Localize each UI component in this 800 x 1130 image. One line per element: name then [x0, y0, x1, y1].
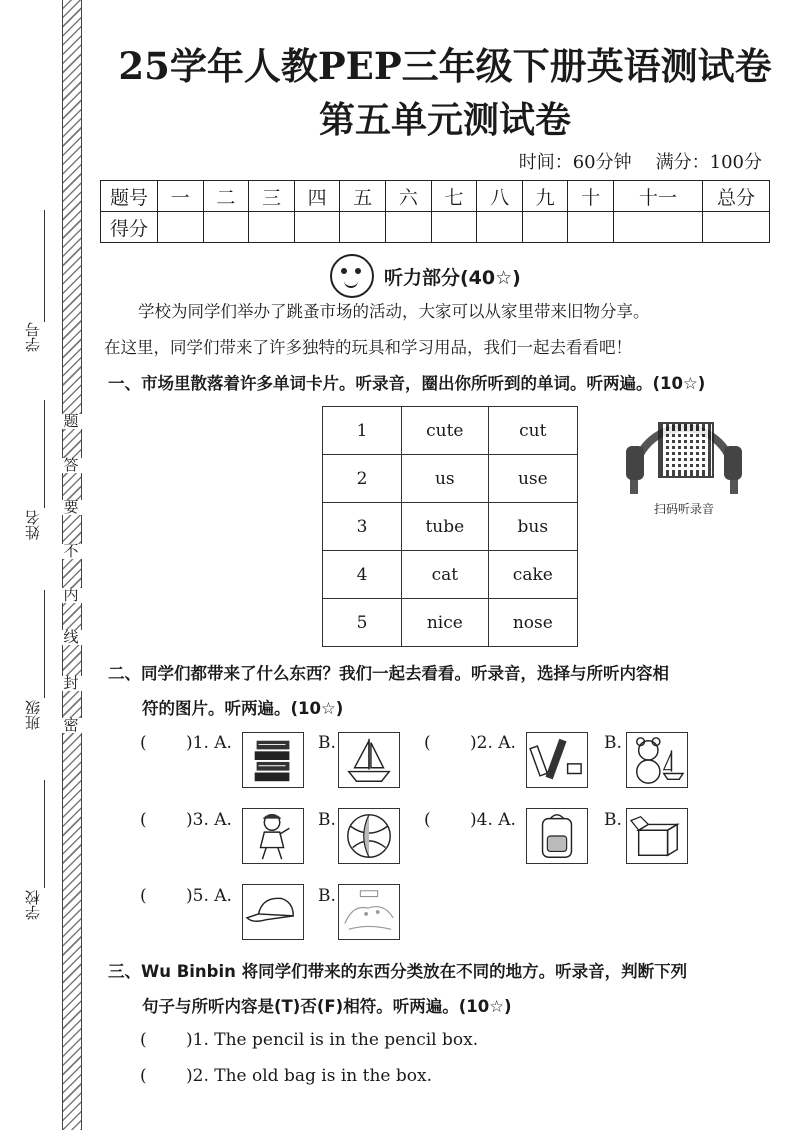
qr-caption: 扫码听录音 [653, 502, 714, 516]
teddy-bear-icon[interactable] [626, 732, 688, 788]
score-input-cell[interactable] [522, 212, 568, 243]
box-icon[interactable] [626, 808, 688, 864]
score-cell: 八 [477, 181, 523, 212]
score-input-cell[interactable] [340, 212, 386, 243]
cap-icon[interactable] [242, 884, 304, 940]
option-b-label: B. [604, 810, 622, 830]
stationery-icon[interactable] [526, 732, 588, 788]
score-input-cell[interactable] [386, 212, 432, 243]
exam-subtitle: 第五单元测试卷 [318, 99, 571, 141]
exam-meta [495, 148, 762, 174]
full-score: 满分：100分 [655, 152, 762, 173]
q2-item-1-label: )1. A. [186, 733, 232, 753]
answer-paren[interactable]: ( [424, 733, 431, 753]
qr-code-icon[interactable] [658, 422, 714, 478]
seal-char: 不 [58, 544, 84, 559]
score-header-row [101, 181, 770, 212]
word-option[interactable]: cat [402, 551, 489, 599]
student-id-field [44, 210, 45, 322]
q2-item-2-label: )2. A. [470, 733, 516, 753]
seal-char: 内 [58, 588, 84, 603]
word-row [323, 407, 578, 455]
seal-char: 要 [58, 500, 84, 515]
q3-title-line2: 句子与所听内容是(T)否(F)相符。听两遍。(10☆) [142, 997, 512, 1016]
seal-char: 线 [58, 630, 84, 645]
score-input-cell[interactable] [294, 212, 340, 243]
score-cell: 三 [249, 181, 295, 212]
word-option[interactable]: bus [488, 503, 577, 551]
listening-heading [330, 256, 521, 296]
word-option[interactable]: us [402, 455, 489, 503]
ear-cup-right [724, 446, 742, 480]
books-icon[interactable] [242, 732, 304, 788]
score-input-cell[interactable] [203, 212, 249, 243]
score-cell: 五 [340, 181, 386, 212]
score-cell: 六 [386, 181, 432, 212]
school-field [44, 780, 45, 888]
score-input-cell[interactable] [431, 212, 477, 243]
score-cell: 二 [203, 181, 249, 212]
class-label: 班级 [24, 700, 42, 730]
name-label: 姓名 [24, 510, 42, 540]
word-row [323, 599, 578, 647]
score-input-cell[interactable] [614, 212, 703, 243]
answer-paren[interactable]: ( [140, 1066, 147, 1086]
q2-title-line1: 二、同学们都带来了什么东西？我们一起去看看。听录音，选择与所听内容相 [108, 664, 669, 683]
answer-paren[interactable]: ( [140, 886, 147, 906]
score-row-label: 得分 [101, 212, 158, 243]
score-input-cell[interactable] [249, 212, 295, 243]
student-id-label: 学号 [24, 322, 42, 352]
word-num: 1 [323, 407, 402, 455]
name-field [44, 400, 45, 508]
word-num: 5 [323, 599, 402, 647]
score-cell: 九 [522, 181, 568, 212]
q2-title-line2: 符的图片。听两遍。(10☆) [142, 699, 344, 718]
word-option[interactable]: cute [402, 407, 489, 455]
word-row [323, 455, 578, 503]
score-cell: 七 [431, 181, 477, 212]
word-option[interactable]: nose [488, 599, 577, 647]
word-num: 4 [323, 551, 402, 599]
option-b-label: B. [318, 886, 336, 906]
girl-icon[interactable] [242, 808, 304, 864]
q3-sentence-1: )1. The pencil is in the pencil box. [186, 1030, 479, 1050]
boat-icon[interactable] [338, 732, 400, 788]
intro-line-1: 学校为同学们举办了跳蚤市场的活动，大家可以从家里带来旧物分享。 [138, 302, 650, 321]
schoolbag-icon[interactable] [526, 808, 588, 864]
word-option[interactable]: use [488, 455, 577, 503]
ear-cup-left [626, 446, 644, 480]
q2-item-5-label: )5. A. [186, 886, 232, 906]
score-cell: 十 [568, 181, 614, 212]
word-card-table [322, 406, 578, 647]
ball-icon[interactable] [338, 808, 400, 864]
word-row [323, 551, 578, 599]
headphone-face-icon [330, 254, 374, 298]
score-cell: 四 [294, 181, 340, 212]
score-table [100, 180, 770, 243]
word-row [323, 503, 578, 551]
time-limit: 时间：60分钟 [518, 152, 632, 173]
seal-line-hatch [62, 0, 82, 1130]
score-cell: 总分 [703, 181, 770, 212]
seal-char: 密 [58, 718, 84, 733]
q1-title: 一、市场里散落着许多单词卡片。听录音，圈出你所听到的单词。听两遍。(10☆) [108, 374, 706, 393]
listening-heading-text: 听力部分(40☆) [384, 266, 521, 289]
intro-line-2: 在这里，同学们带来了许多独特的玩具和学习用品，我们一起去看看吧！ [104, 338, 632, 357]
option-b-label: B. [318, 733, 336, 753]
word-num: 2 [323, 455, 402, 503]
map-icon[interactable] [338, 884, 400, 940]
class-field [44, 590, 45, 698]
q3-title-line1: 三、Wu Binbin 将同学们带来的东西分类放在不同的地方。听录音，判断下列 [108, 962, 688, 981]
qr-audio-block[interactable] [622, 410, 746, 520]
q3-sentence-2: )2. The old bag is in the box. [186, 1066, 432, 1086]
seal-char: 答 [58, 458, 84, 473]
option-b-label: B. [604, 733, 622, 753]
answer-paren[interactable]: ( [140, 810, 147, 830]
seal-char: 封 [58, 676, 84, 691]
score-input-cell[interactable] [158, 212, 204, 243]
q2-item-4-label: )4. A. [470, 810, 516, 830]
answer-paren[interactable]: ( [140, 733, 147, 753]
word-num: 3 [323, 503, 402, 551]
school-label: 学校 [24, 890, 42, 920]
exam-title: 25学年人教PEP三年级下册英语测试卷 [118, 44, 772, 88]
score-input-cell[interactable] [477, 212, 523, 243]
score-cell: 十一 [614, 181, 703, 212]
seal-char: 题 [58, 414, 84, 429]
option-b-label: B. [318, 810, 336, 830]
score-cell: 题号 [101, 181, 158, 212]
score-input-cell[interactable] [568, 212, 614, 243]
word-option[interactable]: nice [402, 599, 489, 647]
answer-paren[interactable]: ( [424, 810, 431, 830]
score-cell: 一 [158, 181, 204, 212]
score-input-row [101, 212, 770, 243]
binding-margin [0, 0, 92, 1130]
word-option[interactable]: cake [488, 551, 577, 599]
q2-item-3-label: )3. A. [186, 810, 232, 830]
answer-paren[interactable]: ( [140, 1030, 147, 1050]
word-option[interactable]: tube [402, 503, 489, 551]
word-option[interactable]: cut [488, 407, 577, 455]
score-input-cell[interactable] [703, 212, 770, 243]
